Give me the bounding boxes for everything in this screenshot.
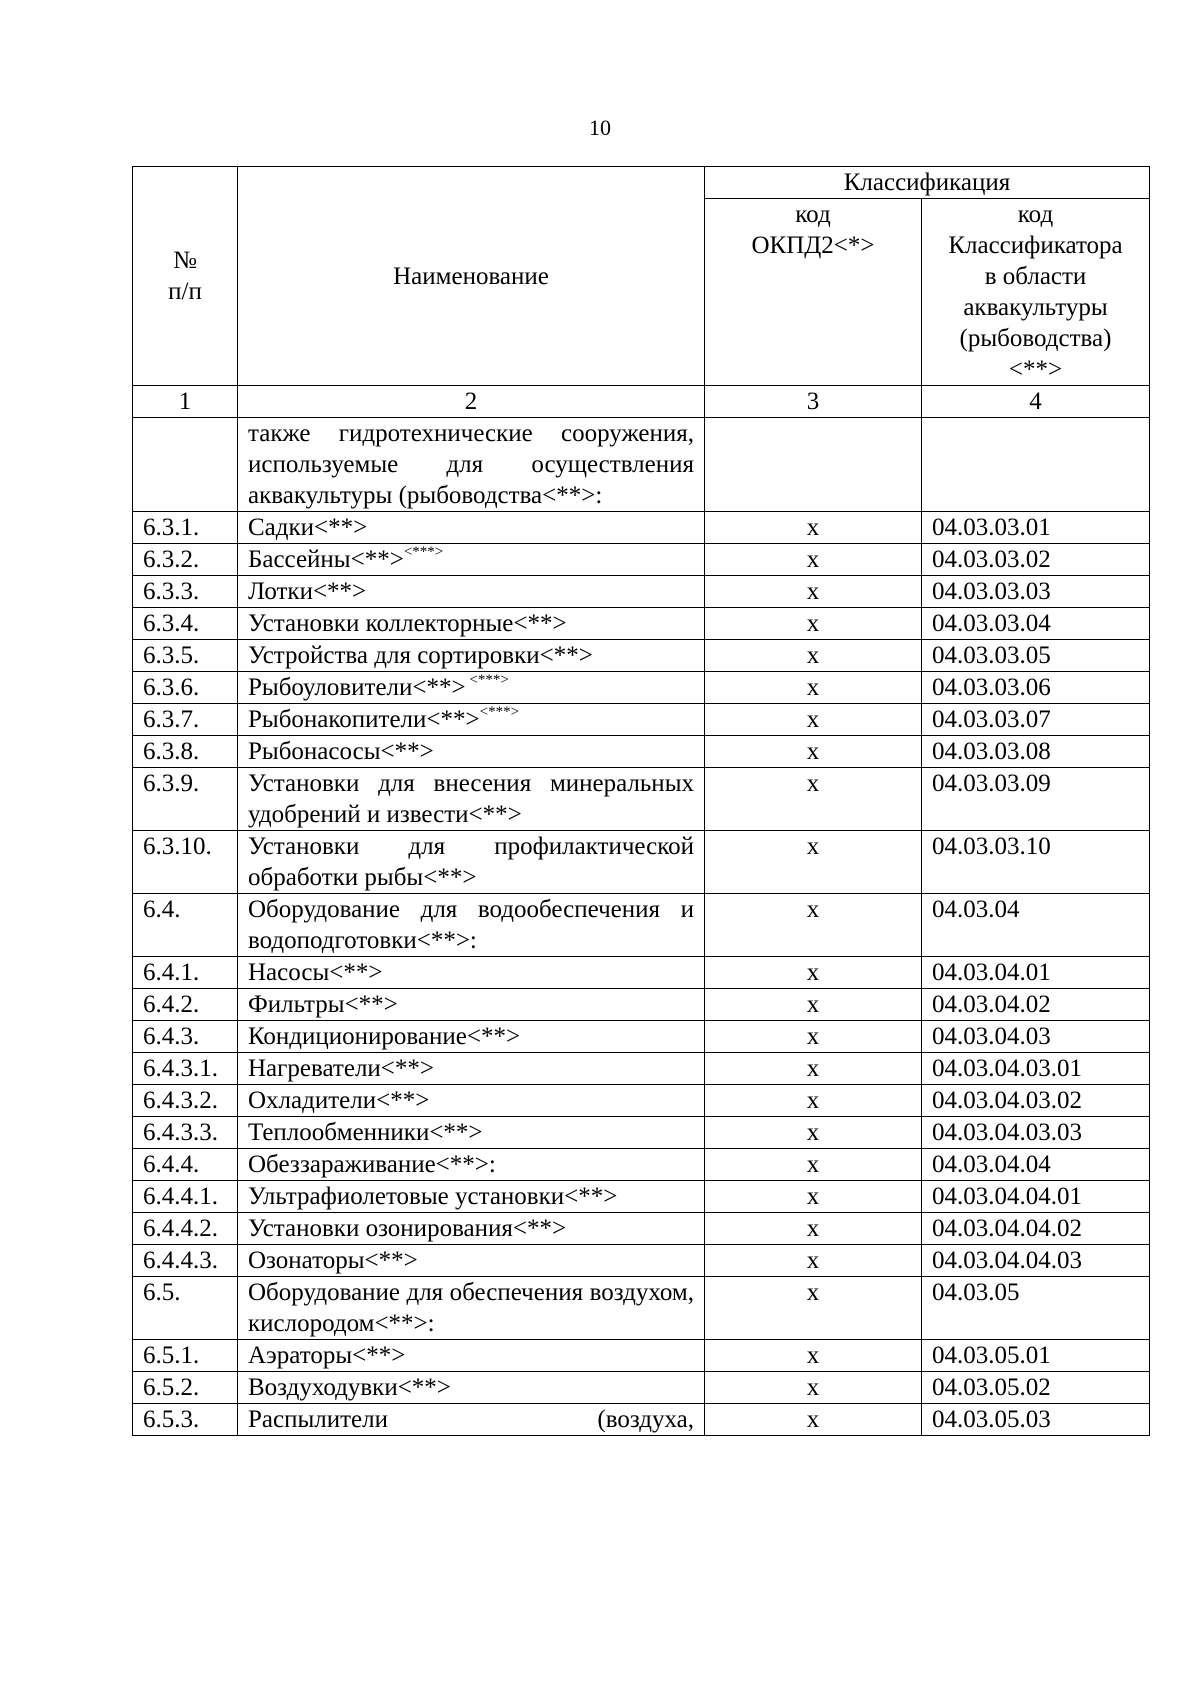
table-row (133, 1277, 1150, 1340)
row-number (133, 418, 238, 512)
row-code: 04.03.04 (922, 894, 1150, 957)
row-number: 6.4.1. (133, 957, 238, 989)
row-okpd: x (705, 1021, 922, 1053)
table-row (133, 1181, 1150, 1213)
row-name (238, 768, 705, 831)
row-code: 04.03.03.05 (922, 640, 1150, 672)
row-okpd: x (705, 1245, 922, 1277)
row-name-footnote: <***> (479, 704, 520, 720)
row-number: 6.4.3.1. (133, 1053, 238, 1085)
row-name-text: Теплообменники<**> (248, 1119, 483, 1146)
table-row (133, 1117, 1150, 1149)
row-name-text: Рыбонакопители<**> (248, 706, 480, 733)
row-name-text: Распылители (воздуха, (248, 1406, 694, 1433)
row-name (238, 544, 705, 576)
table-row (133, 704, 1150, 736)
table-row (133, 1372, 1150, 1404)
table-row (133, 512, 1150, 544)
row-number: 6.4.3.2. (133, 1085, 238, 1117)
row-code (922, 418, 1150, 512)
row-code: 04.03.04.04.01 (922, 1181, 1150, 1213)
row-code: 04.03.03.03 (922, 576, 1150, 608)
row-number: 6.5.2. (133, 1372, 238, 1404)
row-okpd: x (705, 894, 922, 957)
table-row (133, 736, 1150, 768)
row-name-text: Кондиционирование<**> (248, 1023, 521, 1050)
row-name-text: Оборудование для обеспечения воздухом, кислородом<**>: (248, 1279, 694, 1337)
row-name-text: Установки для внесения минеральных удобрений и извести<**> (248, 770, 694, 828)
row-name (238, 512, 705, 544)
row-code: 04.03.04.03 (922, 1021, 1150, 1053)
row-number: 6.4.3. (133, 1021, 238, 1053)
row-code: 04.03.03.10 (922, 831, 1150, 894)
row-code: 04.03.04.03.01 (922, 1053, 1150, 1085)
row-code: 04.03.04.04 (922, 1149, 1150, 1181)
row-name (238, 1021, 705, 1053)
row-name-text: Аэраторы<**> (248, 1342, 406, 1369)
row-okpd: x (705, 957, 922, 989)
row-okpd (705, 418, 922, 512)
row-name-footnote: <***> (465, 672, 509, 688)
row-code: 04.03.05.02 (922, 1372, 1150, 1404)
row-name (238, 1117, 705, 1149)
table-row (133, 544, 1150, 576)
row-number: 6.4.4.1. (133, 1181, 238, 1213)
row-name (238, 989, 705, 1021)
header-name: Наименование (238, 167, 705, 386)
row-number: 6.3.9. (133, 768, 238, 831)
row-okpd: x (705, 1085, 922, 1117)
row-code: 04.03.04.02 (922, 989, 1150, 1021)
row-name-text: Установки озонирования<**> (248, 1215, 567, 1242)
row-okpd: x (705, 1404, 922, 1436)
row-code: 04.03.05 (922, 1277, 1150, 1340)
row-number: 6.4. (133, 894, 238, 957)
row-name (238, 672, 705, 704)
row-name: также гидротехнические сооружения, используемые для осуществления аквакультуры (рыбоводства<**>: (238, 418, 705, 512)
row-okpd: x (705, 1213, 922, 1245)
table-row (133, 894, 1150, 957)
row-okpd: x (705, 672, 922, 704)
row-name-text: Ультрафиолетовые установки<**> (248, 1183, 618, 1210)
table-row (133, 1021, 1150, 1053)
row-number: 6.5. (133, 1277, 238, 1340)
table-row (133, 1213, 1150, 1245)
row-name (238, 640, 705, 672)
row-code: 04.03.04.01 (922, 957, 1150, 989)
row-number: 6.3.5. (133, 640, 238, 672)
row-number: 6.3.4. (133, 608, 238, 640)
row-okpd: x (705, 1053, 922, 1085)
table-row (133, 831, 1150, 894)
row-code: 04.03.04.03.03 (922, 1117, 1150, 1149)
row-code: 04.03.05.03 (922, 1404, 1150, 1436)
table-row (133, 1340, 1150, 1372)
row-name-text: Лотки<**> (248, 578, 367, 605)
table-row (133, 1404, 1150, 1436)
table-row (133, 608, 1150, 640)
row-name (238, 1277, 705, 1340)
row-name (238, 957, 705, 989)
table-row (133, 672, 1150, 704)
row-code: 04.03.03.01 (922, 512, 1150, 544)
row-number: 6.5.1. (133, 1340, 238, 1372)
row-name-text: Насосы<**> (248, 959, 383, 986)
row-name (238, 1245, 705, 1277)
table-row (133, 1085, 1150, 1117)
table-row (133, 576, 1150, 608)
row-name (238, 1053, 705, 1085)
row-name-text: Садки<**> (248, 514, 368, 541)
row-name-text: Рыбонасосы<**> (248, 738, 434, 765)
row-code: 04.03.04.04.03 (922, 1245, 1150, 1277)
row-name-text: Рыбоуловители<**> (248, 674, 466, 701)
row-okpd: x (705, 736, 922, 768)
row-name-text: Бассейны<**> (248, 546, 404, 573)
row-name (238, 894, 705, 957)
row-number: 6.3.10. (133, 831, 238, 894)
row-number: 6.4.2. (133, 989, 238, 1021)
row-name (238, 1340, 705, 1372)
row-name (238, 608, 705, 640)
header-classification: Классификация (705, 167, 1150, 199)
row-name-text: Установки для профилактической обработки рыбы<**> (248, 833, 694, 891)
table-row (133, 1149, 1150, 1181)
row-name (238, 1213, 705, 1245)
column-number: 3 (705, 386, 922, 418)
row-name-text: Устройства для сортировки<**> (248, 642, 593, 669)
row-okpd: x (705, 989, 922, 1021)
table-row (133, 957, 1150, 989)
row-okpd: x (705, 1277, 922, 1340)
row-code: 04.03.03.04 (922, 608, 1150, 640)
table-row (133, 989, 1150, 1021)
row-name (238, 704, 705, 736)
row-number: 6.3.8. (133, 736, 238, 768)
row-okpd: x (705, 544, 922, 576)
row-okpd: x (705, 768, 922, 831)
row-okpd: x (705, 576, 922, 608)
classification-table (132, 166, 1150, 1436)
table-row (133, 1053, 1150, 1085)
row-name (238, 1372, 705, 1404)
row-code: 04.03.03.07 (922, 704, 1150, 736)
header-okpd-code: код ОКПД2<*> (705, 199, 922, 386)
row-name-text: Фильтры<**> (248, 991, 398, 1018)
header-number: № п/п (133, 167, 238, 386)
row-okpd: x (705, 1181, 922, 1213)
column-numbers-row (133, 386, 1150, 418)
row-name (238, 1181, 705, 1213)
row-number: 6.5.3. (133, 1404, 238, 1436)
column-number: 4 (922, 386, 1150, 418)
row-name-text: Охладители<**> (248, 1087, 430, 1114)
table-row (133, 1245, 1150, 1277)
row-name (238, 736, 705, 768)
row-code: 04.03.03.09 (922, 768, 1150, 831)
table-row (133, 640, 1150, 672)
table-row (133, 768, 1150, 831)
row-code: 04.03.03.06 (922, 672, 1150, 704)
row-name-text: Воздуходувки<**> (248, 1374, 451, 1401)
row-okpd: x (705, 1149, 922, 1181)
row-code: 04.03.04.03.02 (922, 1085, 1150, 1117)
row-name (238, 576, 705, 608)
row-code: 04.03.04.04.02 (922, 1213, 1150, 1245)
row-name-text: Озонаторы<**> (248, 1247, 418, 1274)
row-number: 6.4.4.2. (133, 1213, 238, 1245)
row-name (238, 1085, 705, 1117)
row-name (238, 1149, 705, 1181)
row-name-text: Установки коллекторные<**> (248, 610, 567, 637)
column-number: 2 (238, 386, 705, 418)
page-number: 10 (589, 115, 611, 140)
row-number: 6.4.4.3. (133, 1245, 238, 1277)
intro-row (133, 418, 1150, 512)
row-code: 04.03.03.02 (922, 544, 1150, 576)
header-aquaculture-code: код Классификатора в области аквакультуры (рыбоводства) <**> (922, 199, 1150, 386)
row-number: 6.3.3. (133, 576, 238, 608)
row-okpd: x (705, 1340, 922, 1372)
row-okpd: x (705, 512, 922, 544)
row-name-text: Нагреватели<**> (248, 1055, 434, 1082)
row-number: 6.4.4. (133, 1149, 238, 1181)
row-okpd: x (705, 1117, 922, 1149)
row-number: 6.3.1. (133, 512, 238, 544)
row-name-footnote: <***> (403, 544, 444, 560)
row-okpd: x (705, 608, 922, 640)
row-number: 6.3.6. (133, 672, 238, 704)
column-number: 1 (133, 386, 238, 418)
row-number: 6.3.2. (133, 544, 238, 576)
header-row (133, 167, 1150, 199)
row-code: 04.03.05.01 (922, 1340, 1150, 1372)
row-name-text: Обеззараживание<**>: (248, 1151, 496, 1178)
row-name (238, 1404, 705, 1436)
row-okpd: x (705, 831, 922, 894)
row-code: 04.03.03.08 (922, 736, 1150, 768)
row-okpd: x (705, 1372, 922, 1404)
row-number: 6.3.7. (133, 704, 238, 736)
row-number: 6.4.3.3. (133, 1117, 238, 1149)
row-name (238, 831, 705, 894)
row-name-text: Оборудование для водообеспечения и водоподготовки<**>: (248, 896, 694, 954)
row-okpd: x (705, 640, 922, 672)
row-okpd: x (705, 704, 922, 736)
